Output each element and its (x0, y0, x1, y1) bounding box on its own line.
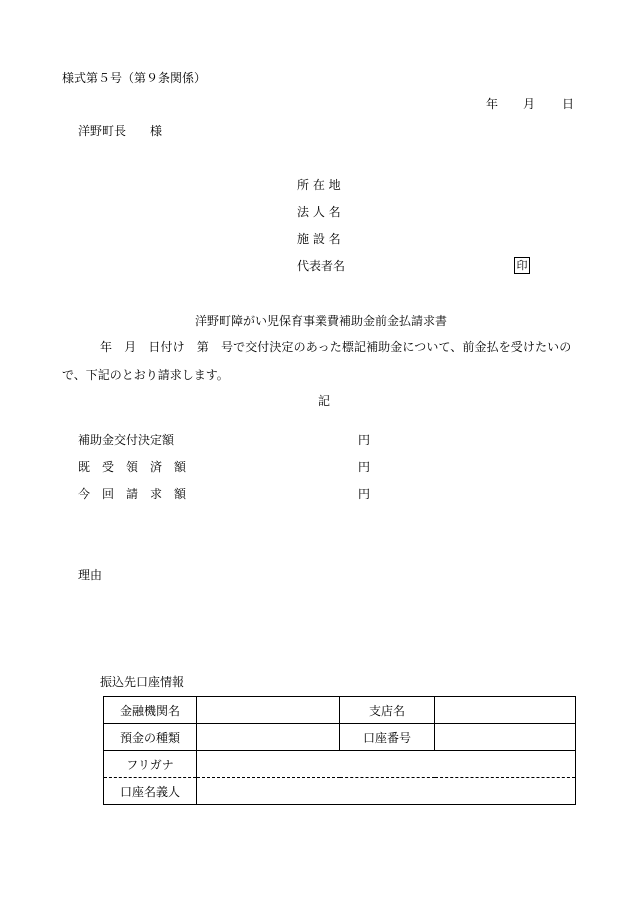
representative-label: 代表者名 (297, 259, 346, 273)
account-holder-field[interactable] (197, 778, 576, 805)
amount-decided-label: 補助金交付決定額 (78, 433, 175, 447)
branch-label: 支店名 (340, 697, 435, 724)
amount-requested-label: 今 回 請 求 額 (78, 487, 187, 501)
account-type-field[interactable] (197, 724, 340, 751)
body-line-1: 年 月 日付け 第 号で交付決定のあった標記補助金について、前金払を受けたいの (100, 340, 572, 354)
seal-mark: 印 (514, 257, 530, 274)
furigana-field[interactable] (197, 751, 576, 778)
furigana-label: フリガナ (104, 751, 197, 778)
form-number: 様式第５号（第９条関係） (62, 71, 207, 85)
bank-info-table (103, 696, 576, 805)
document-title: 洋野町障がい児保育事業費補助金前金払請求書 (195, 314, 448, 328)
corp-name-label: 法 人 名 (297, 205, 341, 219)
table-row (104, 697, 576, 724)
table-row (104, 724, 576, 751)
table-row (104, 778, 576, 805)
date-day: 日 (562, 97, 575, 111)
addressee: 洋野町長 様 (78, 124, 163, 138)
amount-received-label: 既 受 領 済 額 (78, 460, 187, 474)
date-month: 月 (523, 97, 536, 111)
body-line-2: で、下記のとおり請求します。 (62, 368, 229, 382)
account-type-label: 預金の種類 (104, 724, 197, 751)
account-holder-label: 口座名義人 (104, 778, 197, 805)
facility-name-label: 施 設 名 (297, 232, 341, 246)
account-number-label: 口座番号 (340, 724, 435, 751)
address-label: 所 在 地 (297, 178, 341, 192)
reason-label: 理由 (78, 568, 103, 582)
date-year: 年 (486, 97, 499, 111)
branch-field[interactable] (435, 697, 576, 724)
institution-field[interactable] (197, 697, 340, 724)
institution-label: 金融機関名 (104, 697, 197, 724)
ki-marker: 記 (318, 394, 331, 408)
bank-heading: 振込先口座情報 (100, 675, 185, 689)
account-number-field[interactable] (435, 724, 576, 751)
amount-received-unit: 円 (358, 460, 371, 474)
table-row (104, 751, 576, 778)
amount-decided-unit: 円 (358, 433, 371, 447)
amount-requested-unit: 円 (358, 487, 371, 501)
